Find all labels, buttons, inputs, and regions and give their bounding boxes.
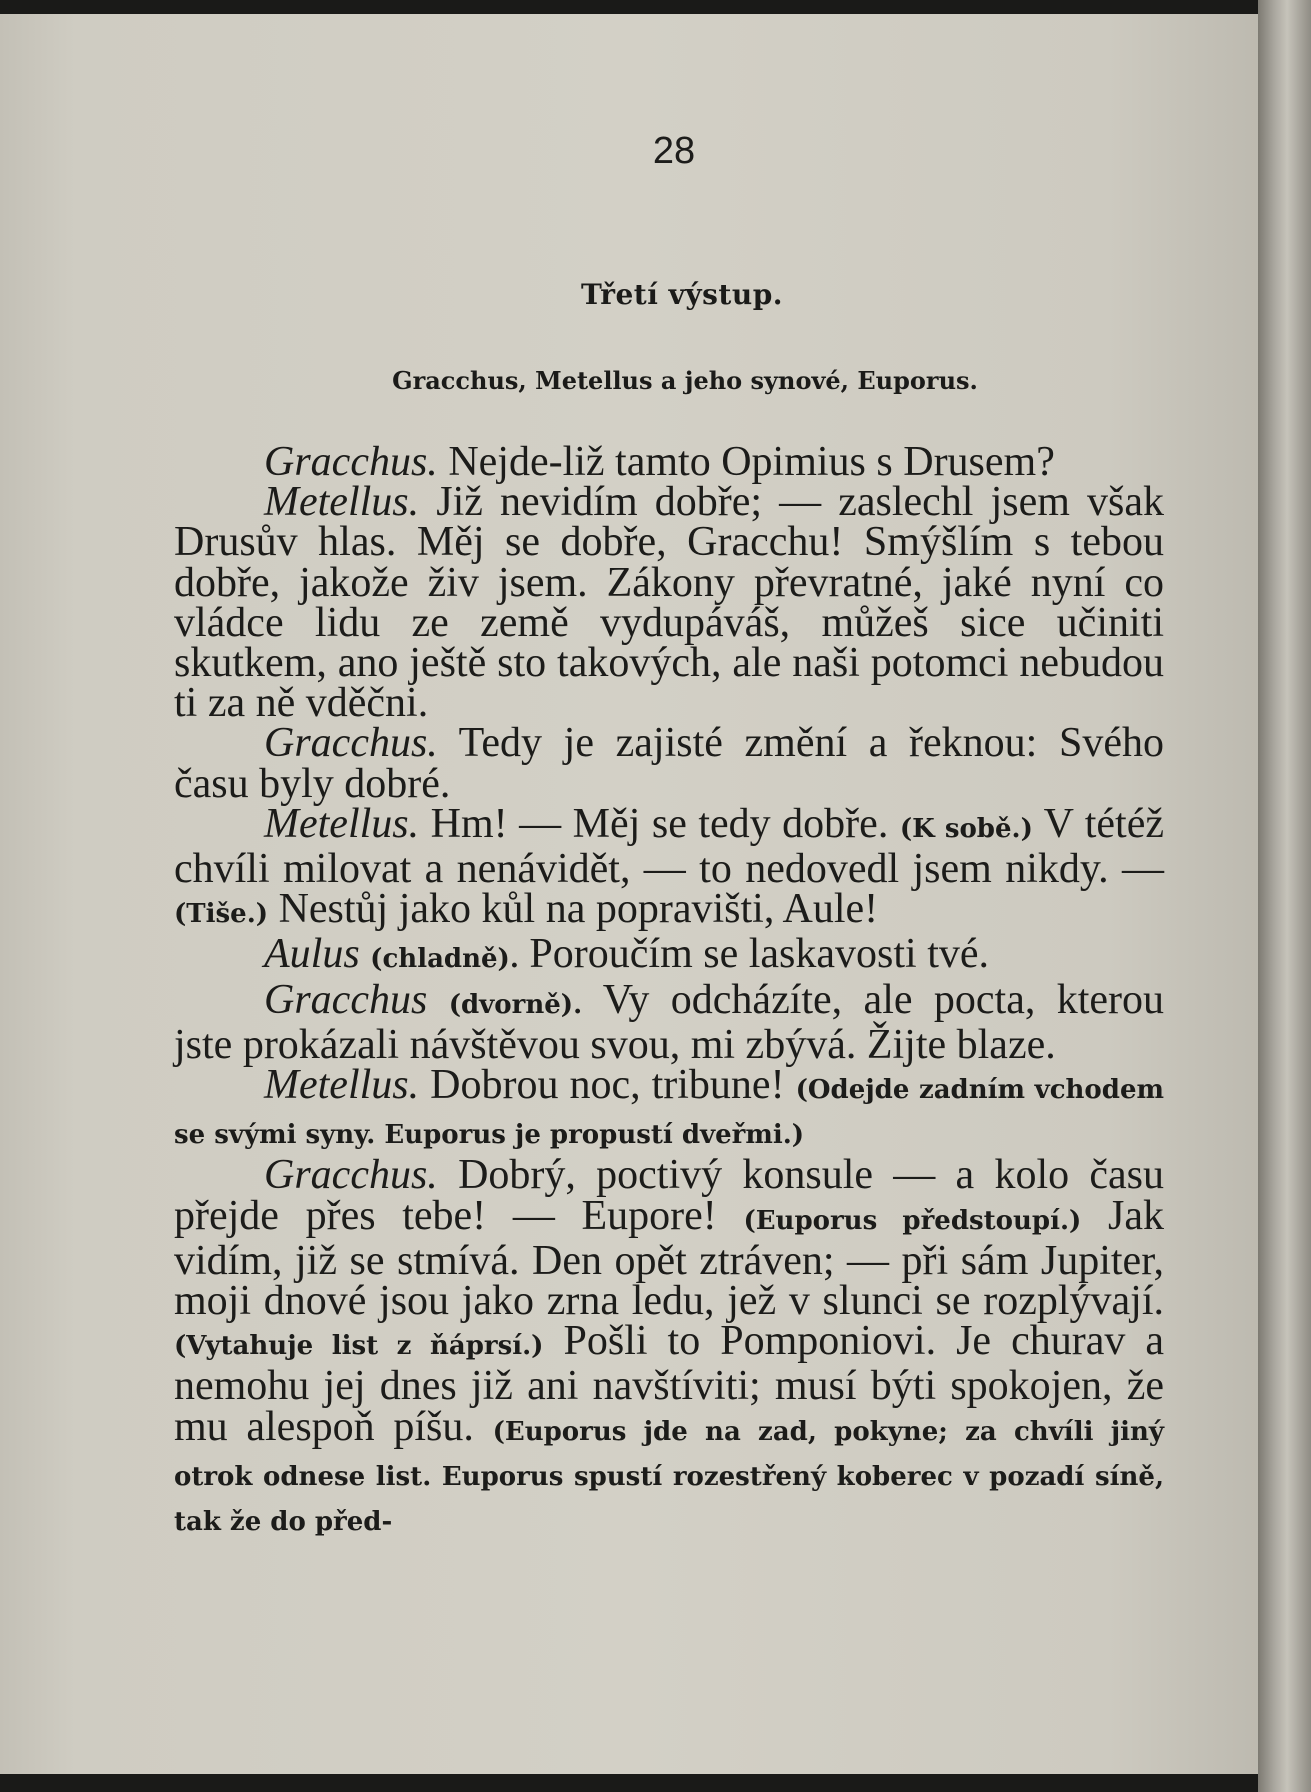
dialogue-paragraph: [174, 1062, 1164, 1155]
dialogue-paragraph: [174, 720, 1164, 807]
spoken-text: Nestůj jako kůl na popravišti, Aule!: [268, 886, 879, 933]
stage-direction: (Tiše.): [174, 899, 269, 930]
stage-direction: (chladně).: [370, 944, 519, 975]
dialogue-paragraph: [174, 439, 1164, 485]
speaker-name: Gracchus.: [264, 720, 438, 767]
spoken-text: Dobrý, poctivý konsule — a kolo času přejde přes tebe! — Eupore!: [174, 1152, 1164, 1239]
spoken-text: Poroučím se laskavosti tvé.: [518, 931, 990, 978]
speaker-name: Metellus.: [264, 1062, 420, 1109]
dialogue-paragraph: [174, 479, 1164, 727]
spoken-text: Vy odcházíte, ale pocta, kterou jste prokázali návštěvou svou, mi zbývá. Žijte blaze.: [174, 976, 1164, 1068]
speaker-name: Metellus.: [264, 479, 420, 526]
page-number: 28: [652, 130, 696, 172]
stage-direction: (dvorně).: [448, 989, 583, 1020]
speaker-name: Metellus.: [264, 800, 420, 847]
spoken-text: Hm! — Měj se tedy dobře.: [419, 800, 900, 847]
stage-direction: (Euporus jde na zad, pokyne; za chvíli jiný otrok odnese list. Euporus spustí rozestřený koberec v pozadí síně, tak že do před-: [174, 1416, 1164, 1538]
dialogue-paragraph: [174, 931, 1164, 979]
cast-list: Gracchus, Metellus a jeho synové, Euporus.: [392, 366, 978, 395]
book-page: [0, 14, 1258, 1774]
speaker-name: Gracchus: [264, 976, 428, 1023]
spoken-text: Tedy je zajisté změní a řeknou: Svého času byly dobré.: [174, 720, 1164, 807]
scene-title: Třetí výstup.: [580, 278, 784, 311]
spoken-text: Nejde-liž tamto Opimius s Drusem?: [437, 439, 1055, 485]
stage-direction: (K sobě.): [899, 813, 1033, 844]
book-spine: [1258, 0, 1311, 1792]
stage-direction: (Euporus předstoupí.): [743, 1205, 1082, 1236]
dialogue-text: [174, 439, 1164, 1542]
dialogue-paragraph: [174, 976, 1164, 1068]
speaker-name: Gracchus.: [264, 1152, 438, 1199]
stage-direction: (Odejde zadním vchodem se svými syny. Euporus je propustí dveřmi.): [174, 1075, 1164, 1151]
dialogue-paragraph: [174, 1152, 1164, 1542]
spoken-text: Již nevidím dobře; — zaslechl jsem však Drusův hlas. Měj se dobře, Gracchu! Smýšlím s tebou dobře, jakože živ jsem. Zákony převratné, jaké nyní co vládce lidu ze země vydupáváš, můžeš sice učiniti skutkem, ano ještě sto takových, ale naši potomci nebudou ti za ně vděčni.: [174, 479, 1164, 727]
spoken-text: [427, 977, 448, 1023]
spoken-text: Dobrou noc, tribune!: [419, 1062, 796, 1109]
stage-direction: (Vytahuje list z ňáprsí.): [174, 1331, 544, 1362]
spoken-text: V tétéž chvíli milovat a nenávidět, — to nedovedl jsem nikdy. —: [174, 800, 1164, 893]
dialogue-paragraph: [174, 800, 1164, 935]
speaker-name: Gracchus.: [264, 439, 438, 485]
speaker-name: Aulus: [264, 931, 360, 978]
spoken-text: [360, 931, 371, 977]
spoken-text: Pošli to Pomponiovi. Je churav a nemohu jej dnes již ani navštíviti; musí býti spokojen, že mu alespoň píšu.: [174, 1318, 1164, 1450]
spoken-text: Jak vidím, již se stmívá. Den opět ztráven; — při sám Jupiter, moji dnové jsou jako zrna ledu, jež v slunci se rozplývají.: [174, 1192, 1164, 1325]
